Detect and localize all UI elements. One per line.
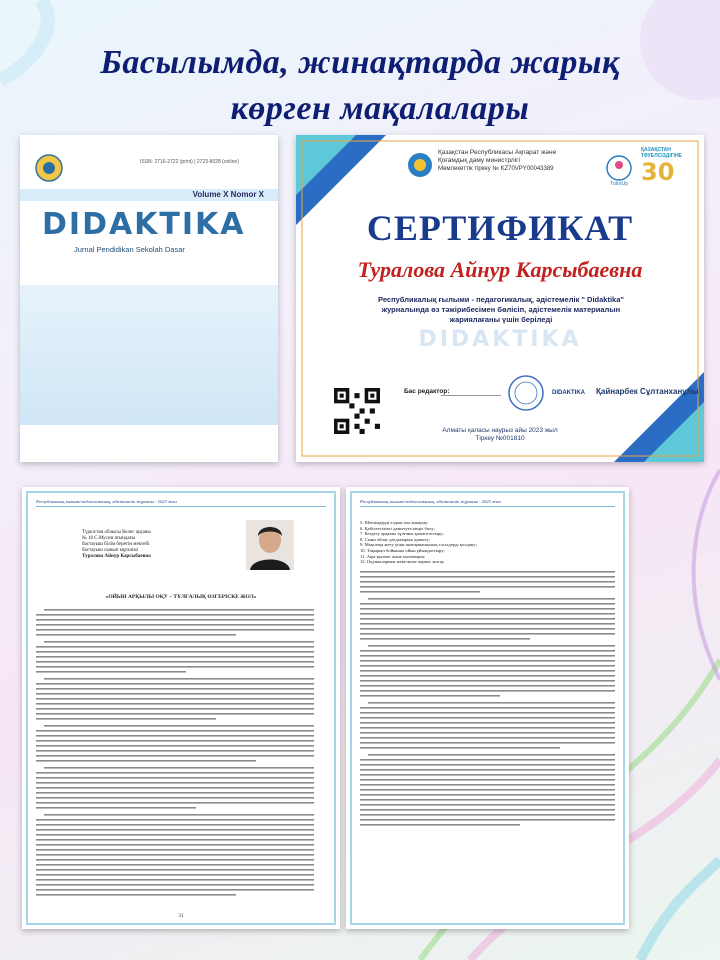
tutorup-logo-icon: [604, 153, 634, 183]
journal-brand: DIDAKTIKA: [42, 207, 246, 242]
editor-label: Бас редактор:: [404, 388, 450, 395]
article-page-1: [22, 487, 340, 929]
journal-issn: ISSN: 2716-2722 (print) | 2723-8028 (online): [140, 159, 239, 165]
article-body-text: [36, 605, 326, 905]
anniversary-logo: [641, 147, 699, 195]
author-line: Түркістан облысы Келес ауданы: [82, 530, 151, 535]
registration-number: Мемлекеттік тіркеу № KZ70VPY00043389: [438, 166, 554, 172]
ministry-line-1: Қазақстан Республикасы Ақпарат және: [438, 149, 557, 156]
certificate-title: СЕРТИФИКАТ: [366, 208, 634, 248]
anniversary-label: ҚАЗАҚСТАН ТӘУЕЛСІЗДІГІНЕ: [641, 147, 682, 159]
anniversary-number: 30: [641, 158, 675, 186]
certificate-reg-number: Тіркеу №001810: [475, 435, 525, 442]
list-item: 6. Қабілеттілікті дамытуға көңіл бөлу;: [360, 525, 435, 531]
list-item: 8. Сыни ойлау дағдыларын дамыту;: [360, 536, 430, 542]
tutorup-label: TutorUp: [610, 181, 628, 187]
emblem-icon: [406, 151, 434, 179]
didaktika-logo: [552, 381, 585, 399]
certificate-header: [438, 149, 588, 173]
numbered-list: [360, 520, 615, 565]
signature-line: [441, 395, 501, 396]
certificate-description: Республикалық ғылыми - педагогикалық, әдістемелік " Didaktika" журналында өз тәжірибесімен бөлісіп, әдістемелік материалын жариялағаны үшін беріледі: [378, 295, 624, 324]
author-line: № 16 С.Мусин атындағы: [82, 536, 135, 541]
page-header: Республикалық ғылыми-педагогикалық, әдістемелік журналы - 2023 жыл: [360, 499, 615, 507]
certificate-footer: [296, 427, 704, 443]
didaktika-logo-text: DIDAKTIKA: [552, 390, 585, 396]
title-line-1: Басылымда, жинақтарда жарық: [100, 44, 620, 81]
author-photo: [246, 520, 294, 570]
page-title: [0, 40, 720, 132]
journal-cover: [20, 135, 278, 462]
cover-band: [20, 285, 278, 425]
ministry-line-2: Қоғамдық даму министрлігі: [438, 157, 520, 164]
article-body-text: [360, 569, 620, 909]
article-title: «ОЙЫН АРҚЫЛЫ ОҚУ – ТҰЛҒАЛЫҚ ӨЗГЕРІСКЕ ЖОЛ»: [105, 594, 257, 600]
journal-subtitle: Jurnal Pendidikan Sekolah Dasar: [74, 245, 185, 254]
certificate: [296, 135, 704, 462]
page-number: 31: [178, 914, 184, 919]
author-info: [82, 530, 151, 560]
list-item: 11. Ақы-қызмет және мотивация;: [360, 553, 425, 559]
list-item: 12. Оқушылармен жеке-жеке жұмыс жасау.: [360, 559, 445, 565]
place-date: Алматы қаласы наурыз айы 2023 жыл: [442, 427, 558, 434]
page-header: Республикалық ғылыми-педагогикалық, әдістемелік журналы - 2023 жыл: [36, 499, 326, 507]
recipient-name: Туралова Айнур Карсыбаевна: [357, 257, 643, 282]
list-item: 7. Кездесу арқылы тұлғаны қалыптастыру;: [360, 531, 444, 537]
stamp-icon: [506, 373, 546, 413]
title-line-2: көрген мақалалары: [230, 90, 530, 127]
author-line: бастауыш білім беретін мектебі: [82, 542, 150, 547]
editor-name: Қайнарбек Сұлтанханұлы: [596, 387, 699, 396]
author-name: Туралова Айнур Карсыбаевна: [82, 554, 151, 559]
list-item: 5. Шешімдерді алдын ала анықтау;: [360, 520, 429, 525]
journal-emblem-icon: [34, 153, 64, 183]
article-page-2: [346, 487, 629, 929]
certificate-watermark: DIDAKTIKA: [418, 327, 582, 352]
list-item: 9. Мақсатқа жету үшін шығармашылық тәсілдерді қолдану;: [360, 542, 477, 548]
author-line: бастауыш сынып мұғалімі: [82, 548, 139, 553]
journal-volume: Volume X Nomor X: [192, 190, 264, 199]
list-item: 10. Тақырып бойынша ойын ұйымдастыру;: [360, 547, 445, 553]
